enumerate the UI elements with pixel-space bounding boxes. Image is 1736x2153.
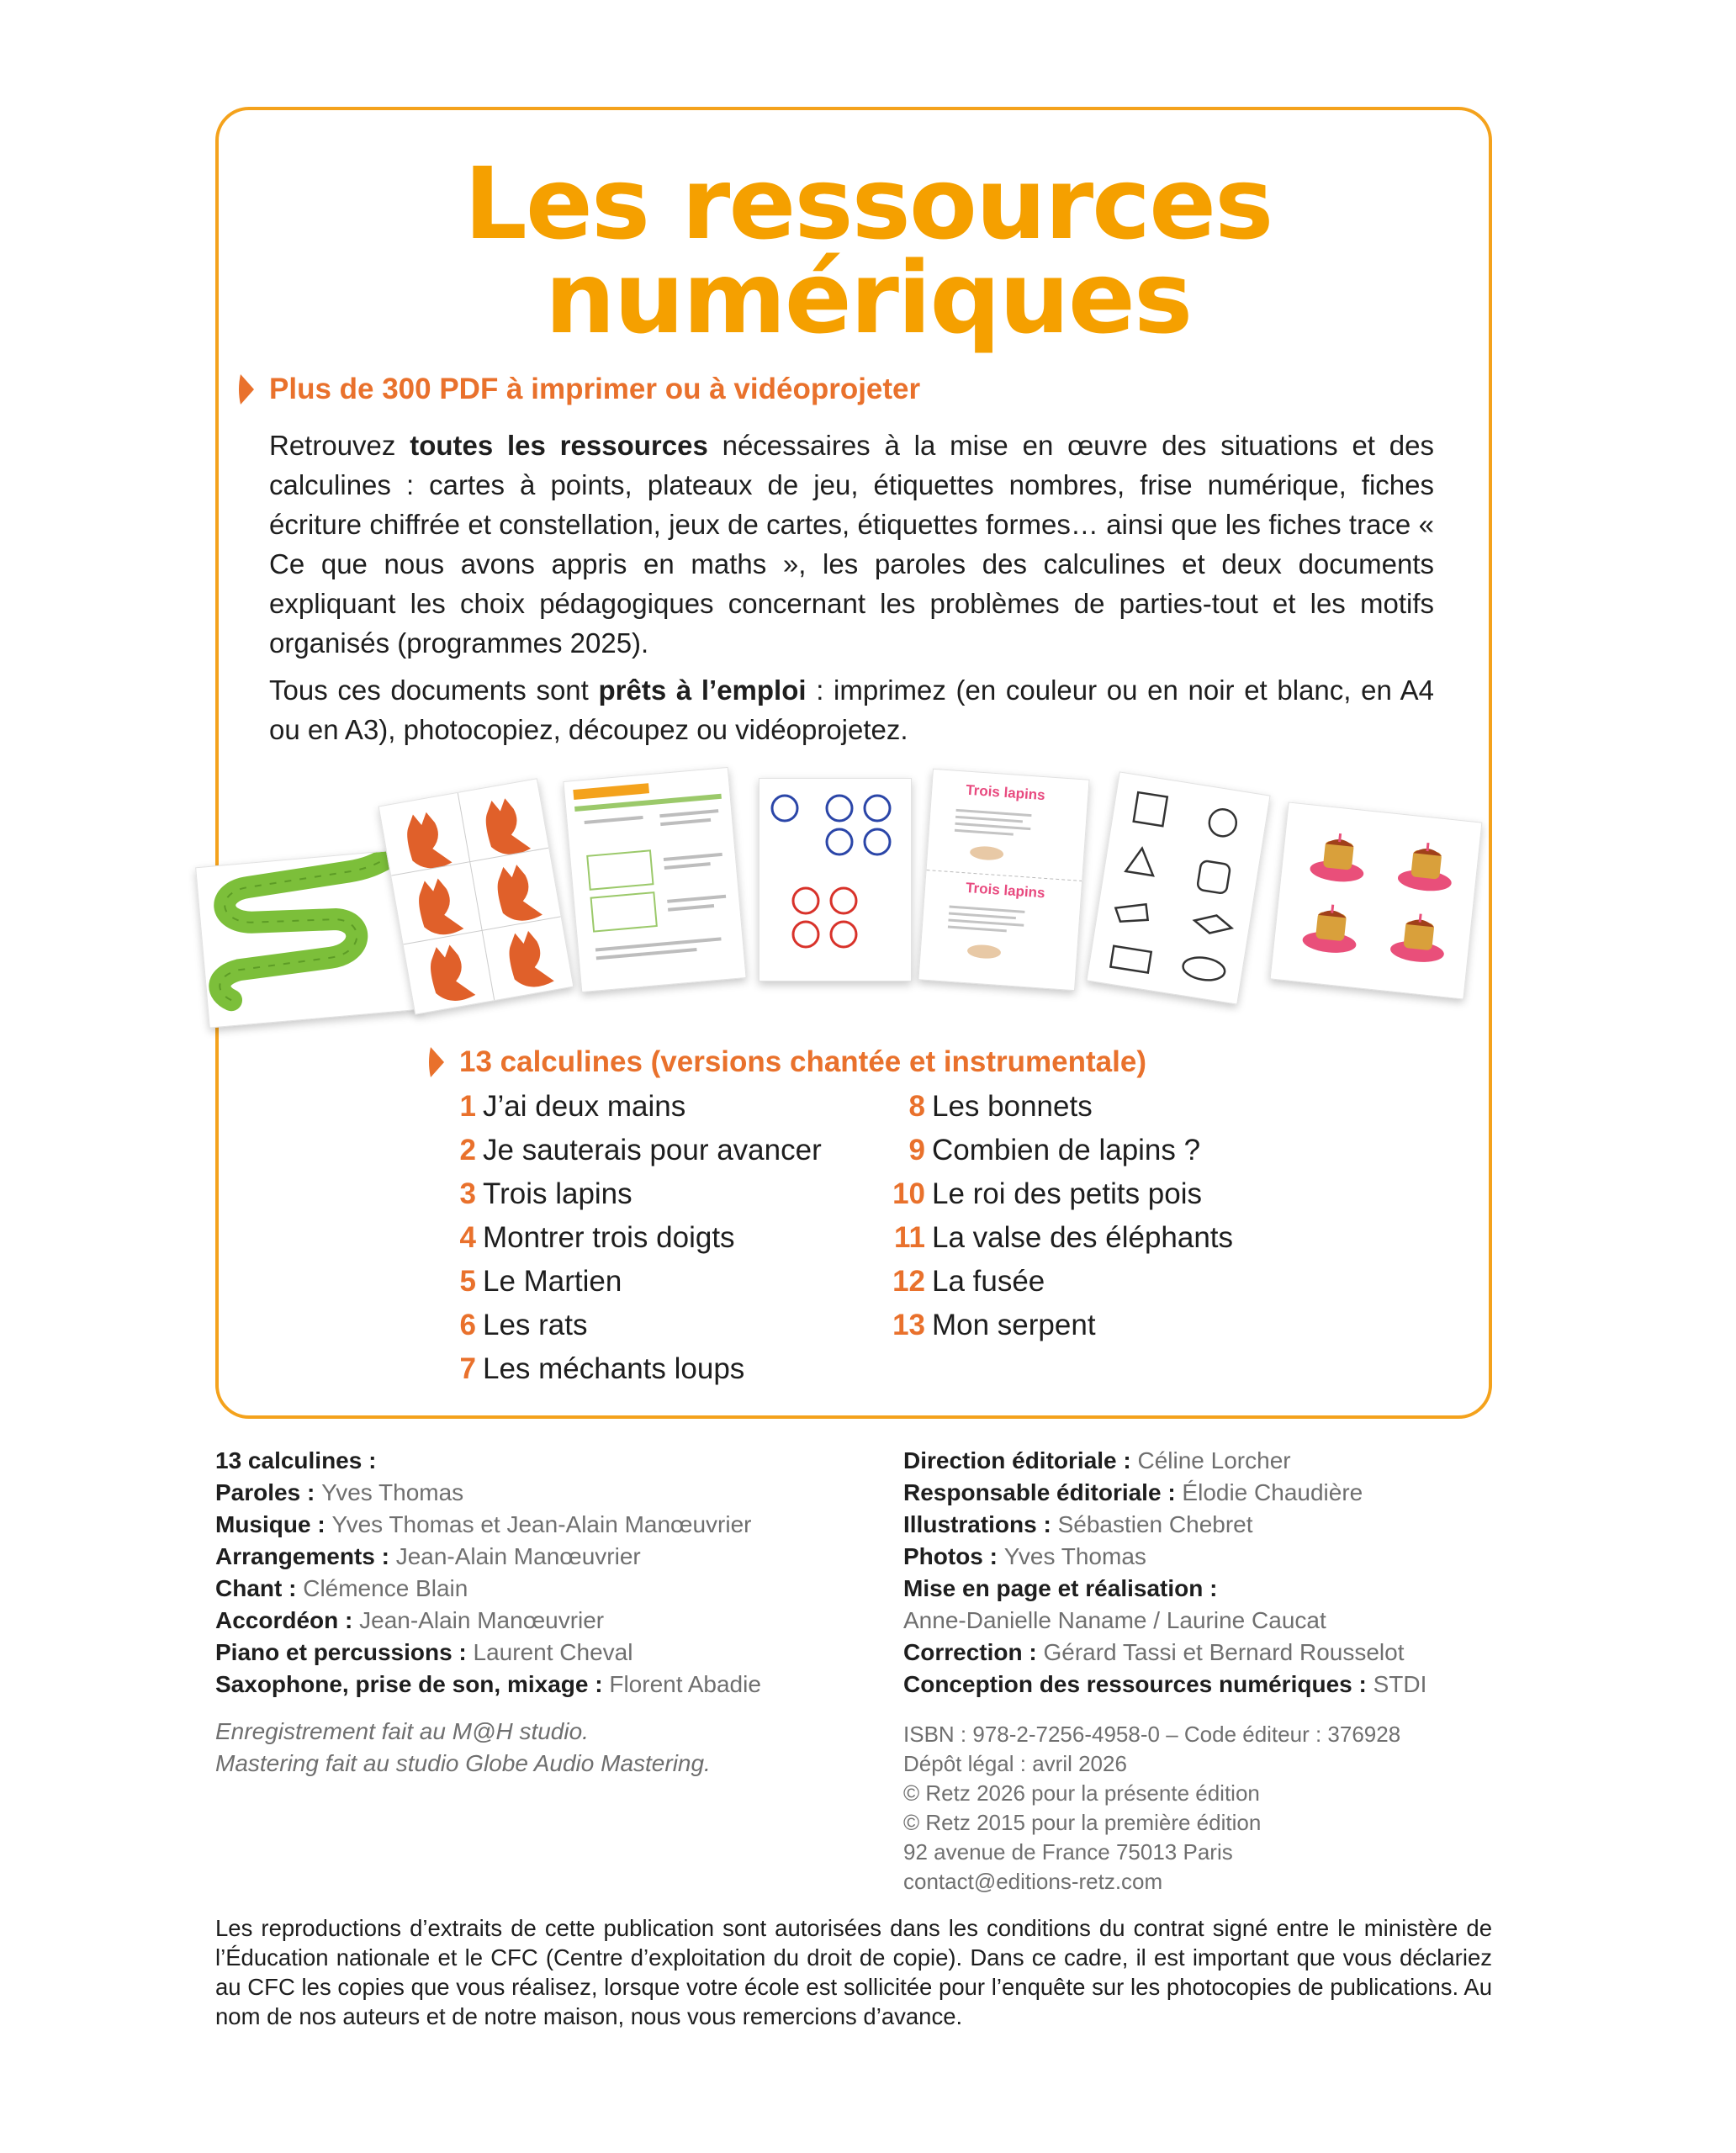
credit-row: Direction éditoriale : Céline Lorcher [903, 1447, 1291, 1473]
song-item: 12 La fusée [892, 1265, 1045, 1298]
credit-row: Conception des ressources numériques : STDI [903, 1671, 1427, 1697]
songs-section-heading [427, 1045, 1146, 1079]
recording-notes [215, 1716, 711, 1780]
song-item: 7 Les méchants loups [459, 1352, 745, 1385]
dot-cards-illustration [760, 779, 911, 981]
recording-note: Enregistrement fait au M@H studio. [215, 1718, 589, 1744]
song-item: 3 Trois lapins [459, 1177, 632, 1210]
song-item: 1 J’ai deux mains [459, 1090, 686, 1123]
thumbnail-worksheet [563, 767, 746, 992]
thumbnail-dot-cards [759, 778, 912, 981]
credit-row: Responsable éditoriale : Élodie Chaudière [903, 1479, 1363, 1505]
thumbnail-cake-cards [1270, 801, 1483, 999]
song-item: 10 Le roi des petits pois [892, 1177, 1203, 1210]
song-item: 5 Le Martien [459, 1265, 622, 1298]
mastering-note: Mastering fait au studio Globe Audio Mastering. [215, 1750, 711, 1776]
copyright-line-2015: © Retz 2015 pour la première édition [903, 1810, 1262, 1835]
lyrics-card-title-2: Trois lapins [965, 879, 1046, 902]
credit-row: Mise en page et réalisation : [903, 1575, 1218, 1601]
song-item: 4 Montrer trois doigts [459, 1221, 735, 1254]
copyright-line-2026: © Retz 2026 pour la présente édition [903, 1780, 1260, 1806]
credit-row: Paroles : Yves Thomas [215, 1479, 464, 1505]
song-item: 9 Combien de lapins ? [908, 1134, 1201, 1166]
credit-row: Arrangements : Jean-Alain Manœuvrier [215, 1543, 641, 1569]
editorial-credits [903, 1445, 1426, 1701]
credit-row: Accordéon : Jean-Alain Manœuvrier [215, 1607, 605, 1633]
credit-row: Correction : Gérard Tassi et Bernard Rousselot [903, 1639, 1405, 1665]
reproduction-notice: Les reproductions d’extraits de cette publication sont autorisées dans les conditions du contrat signé entre le ministère de l’Éducation nationale et le CFC (Centre d’exploitation du droit de copie). Dans ce cadre, il est important que vous déclariez au CFC les copies que vous réalisez, lorsque votre école est sollicitée pour l’enquête sur les photocopies de publications. Au nom de nos auteurs et de notre maison, nous vous remercions d’avance. [215, 1915, 1492, 2029]
contact-email: contact@editions-retz.com [903, 1869, 1163, 1894]
thumbnail-snake-board [195, 849, 421, 1028]
page-title-line1: Les ressources [463, 145, 1273, 262]
credit-row: Saxophone, prise de son, mixage : Florent Abadie [215, 1671, 761, 1697]
cake-cards-illustration [1271, 803, 1482, 999]
song-item: 13 Mon serpent [892, 1309, 1096, 1341]
pdf-description-1: Retrouvez toutes les ressources nécessaires à la mise en œuvre des situations et des calculines : cartes à points, plateaux de jeu, étiquettes nombres, frise numérique, fiches écriture chiffrée et constellation, jeux de cartes, étiquettes formes… ainsi que les fiches trace « Ce que nous avons appris en maths », les paroles des calculines et deux documents expliquant les choix pédagogiques concernant les problèmes de parties-tout et les motifs organisés (programmes 2025). [269, 430, 1434, 659]
songs-list-right [883, 1085, 1233, 1347]
worksheet-illustration [564, 768, 745, 992]
page-title-line2: numériques [544, 240, 1192, 356]
shape-labels-illustration [1088, 772, 1270, 1003]
thumbnail-lyrics-cards [918, 769, 1089, 991]
music-credits-heading: 13 calculines : [215, 1447, 377, 1473]
song-item: 2 Je sauterais pour avancer [459, 1134, 822, 1166]
arrow-marker-icon [427, 1045, 447, 1079]
pdf-section-heading [237, 373, 920, 406]
pdf-description-2: Tous ces documents sont prêts à l’emploi : imprimez (en couleur ou en noir et blanc, en A4 ou en A3), photocopiez, découpez ou vidéoprojetez. [269, 674, 1435, 745]
credit-row: Photos : Yves Thomas [903, 1543, 1146, 1569]
lyrics-cards-illustration [919, 770, 1089, 990]
legal-info [903, 1720, 1400, 1896]
credit-row: Musique : Yves Thomas et Jean-Alain Manœuvrier [215, 1511, 752, 1537]
credit-row: Anne-Danielle Naname / Laurine Caucat [903, 1607, 1326, 1633]
publisher-address: 92 avenue de France 75013 Paris [903, 1839, 1233, 1865]
snake-illustration [196, 849, 420, 1027]
pdf-section-heading-text: Plus de 300 PDF à imprimer ou à vidéoprojeter [269, 373, 921, 405]
credit-row: Chant : Clémence Blain [215, 1575, 468, 1601]
lyrics-card-title-1: Trois lapins [965, 781, 1046, 804]
credit-row: Piano et percussions : Laurent Cheval [215, 1639, 633, 1665]
thumbnail-shape-labels [1086, 771, 1270, 1004]
credit-row: Illustrations : Sébastien Chebret [903, 1511, 1253, 1537]
song-item: 8 Les bonnets [908, 1090, 1093, 1123]
arrow-marker-icon [237, 373, 257, 406]
song-item: 6 Les rats [459, 1309, 588, 1341]
isbn-line: ISBN : 978-2-7256-4958-0 – Code éditeur : 376928 [903, 1722, 1401, 1747]
song-item: 11 La valse des éléphants [894, 1221, 1234, 1254]
songs-list-left [444, 1085, 822, 1391]
songs-section-heading-text: 13 calculines (versions chantée et instrumentale) [459, 1045, 1146, 1078]
resource-thumbnails [202, 761, 1514, 1047]
legal-deposit-line: Dépôt légal : avril 2026 [903, 1751, 1127, 1776]
cat-cards-illustration [379, 779, 574, 1013]
music-credits [215, 1445, 761, 1701]
